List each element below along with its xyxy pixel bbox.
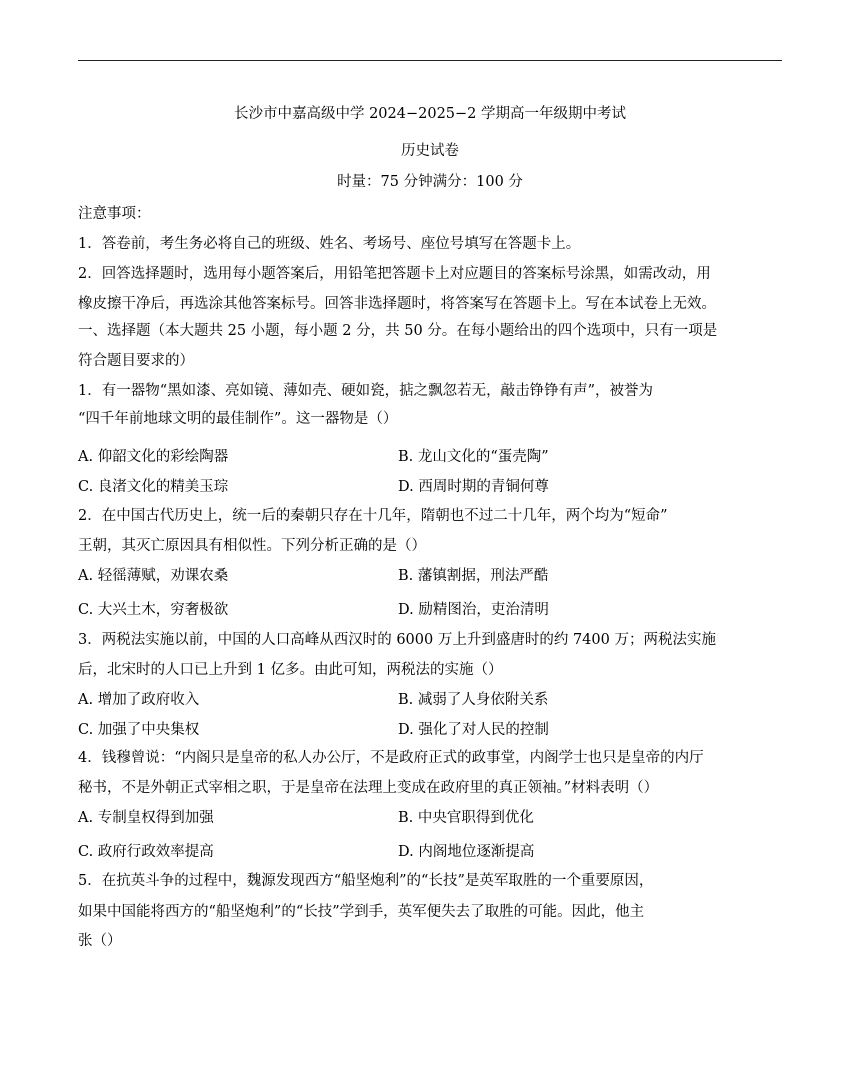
question-3-option-a: A. 增加了政府收入 [78,692,200,708]
notice-item-1: 1．答卷前，考生务必将自己的班级、姓名、考场号、座位号填写在答题卡上。 [78,236,581,252]
exam-title: 长沙市中嘉高级中学 2024−2025−2 学期高一年级期中考试 [233,106,627,122]
question-1-option-c: C. 良渚文化的精美玉琮 [78,479,229,495]
question-2-option-b: B. 藩镇割据，刑法严酷 [398,568,549,584]
subject-title: 历史试卷 [401,143,459,159]
time-score-line: 时量：75 分钟满分：100 分 [337,174,523,190]
question-4-stem-line-2: 秘书，不是外朝正式宰相之职，于是皇帝在法理上变成在政府里的真正领袖。”材料表明（） [78,780,659,796]
question-1-option-a: A. 仰韶文化的彩绘陶器 [78,449,229,465]
question-2-option-c: C. 大兴土木，穷奢极欲 [78,602,229,618]
question-4-option-b: B. 中央官职得到优化 [398,810,534,826]
question-1-option-d: D. 西周时期的青铜何尊 [398,479,549,495]
question-3-option-c: C. 加强了中央集权 [78,722,200,738]
question-3-stem-line-2: 后，北宋时的人口已上升到 1 亿多。由此可知，两税法的实施（） [78,662,503,678]
question-2-option-a: A. 轻徭薄赋，劝课农桑 [78,568,229,584]
question-1-option-b: B. 龙山文化的“蛋壳陶” [398,449,549,465]
question-3-option-b: B. 减弱了人身依附关系 [398,692,549,708]
question-2-stem-line-2: 王朝，其灭亡原因具有相似性。下列分析正确的是（） [78,538,426,554]
question-2-option-d: D. 励精图治，吏治清明 [398,602,549,618]
question-3-stem-line-1: 3．两税法实施以前，中国的人口高峰从西汉时的 6000 万上升到盛唐时的约 7400 万；两税法实施 [78,632,716,648]
question-1-stem-line-2: “四千年前地球文明的最佳制作”。这一器物是（） [78,411,398,427]
section-1-heading-line-1: 一、选择题（本大题共 25 小题，每小题 2 分，共 50 分。在每小题给出的四个选项中，只有一项是 [78,323,718,339]
question-4-option-a: A. 专制皇权得到加强 [78,810,214,826]
question-1-stem-line-1: 1．有一器物“黑如漆、亮如镜、薄如壳、硬如瓷，掂之飘忽若无，敲击铮铮有声”，被誉为 [78,383,654,399]
section-1-heading-line-2: 符合题目要求的） [78,353,194,369]
question-5-stem-line-1: 5．在抗英斗争的过程中，魏源发现西方“船坚炮利”的“长技”是英军取胜的一个重要原因， [78,873,654,889]
question-3-option-d: D. 强化了对人民的控制 [398,722,549,738]
notice-heading: 注意事项： [78,206,151,222]
question-4-stem-line-1: 4．钱穆曾说：“内阁只是皇帝的私人办公厅，不是政府正式的政事堂，内阁学士也只是皇帝的内厅 [78,750,704,766]
question-5-stem-line-2: 如果中国能将西方的“船坚炮利”的“长技”学到手，英军便失去了取胜的可能。因此，他主 [78,904,645,920]
question-4-option-d: D. 内阁地位逐渐提高 [398,844,535,860]
question-5-stem-line-3: 张（） [78,933,122,949]
question-4-option-c: C. 政府行政效率提高 [78,844,214,860]
question-2-stem-line-1: 2．在中国古代历史上，统一后的秦朝只存在十几年，隋朝也不过二十几年，两个均为“短命” [78,508,668,524]
notice-item-2-line-2: 橡皮擦干净后，再选涂其他答案标号。回答非选择题时，将答案写在答题卡上。写在本试卷上无效。 [78,296,716,312]
notice-item-2-line-1: 2．回答选择题时，选用每小题答案后，用铅笔把答题卡上对应题目的答案标号涂黑，如需改动，用 [78,266,711,282]
header-rule [78,60,782,61]
